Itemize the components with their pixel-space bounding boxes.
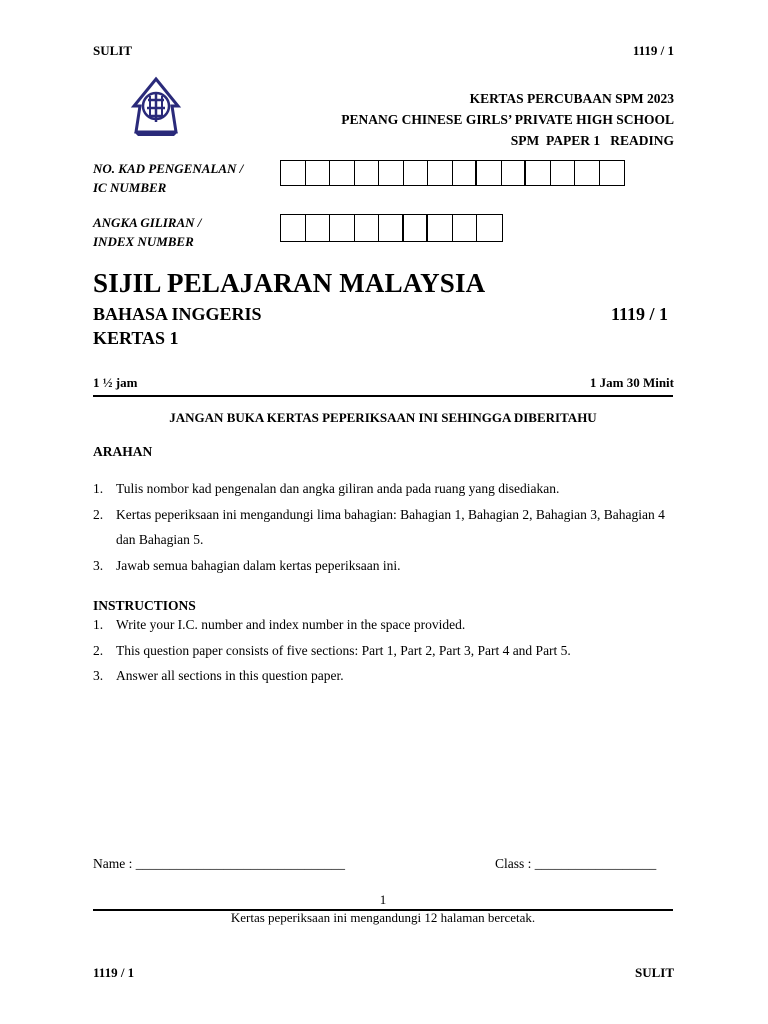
footer-sulit: SULIT [634,965,674,980]
subject-code: 1119 / 1 [610,304,668,324]
school-logo-icon [128,76,184,138]
instructions-heading: INSTRUCTIONS [93,598,196,613]
index-box[interactable] [453,215,478,241]
ic-box[interactable] [600,161,625,185]
duration-short: 1 ½ jam [93,375,138,390]
ic-box[interactable] [526,161,551,185]
ic-box[interactable] [477,161,502,185]
page-count-note: Kertas peperiksaan ini mengandungi 12 halaman bercetak. [230,910,536,925]
list-item: 3. Jawab semua bahagian dalam kertas peperiksaan ini. [93,557,401,573]
paper-number: KERTAS 1 [93,328,179,348]
ic-box[interactable] [281,161,306,185]
index-box[interactable] [477,215,502,241]
header-paper-code: 1119 / 1 [632,43,674,58]
ic-box[interactable] [502,161,527,185]
instructions-list [93,612,678,689]
ic-box[interactable] [428,161,453,185]
divider-rule [93,395,673,397]
index-box[interactable] [404,215,429,241]
exam-session: KERTAS PERCUBAAN SPM 2023 [469,91,674,106]
ic-number-boxes[interactable] [280,160,625,186]
index-number-label: ANGKA GILIRAN / INDEX NUMBER [93,215,202,249]
ic-number-label: NO. KAD PENGENALAN / IC NUMBER [93,161,244,195]
school-info [341,88,674,151]
duration-long: 1 Jam 30 Minit [589,375,674,390]
ic-box[interactable] [404,161,429,185]
subject-name: BAHASA INGGERIS [93,304,262,324]
exam-title: SIJIL PELAJARAN MALAYSIA [93,268,486,298]
ic-box[interactable] [379,161,404,185]
ic-box[interactable] [551,161,576,185]
page-number: 1 [379,892,387,907]
index-box[interactable] [306,215,331,241]
index-box[interactable] [330,215,355,241]
list-item: 2. This question paper consists of five sections: Part 1, Part 2, Part 3, Part 4 and Part 5. [93,642,571,658]
index-number-boxes[interactable] [280,214,503,242]
footer-paper-code: 1119 / 1 [93,965,135,980]
ic-box[interactable] [575,161,600,185]
index-box[interactable] [355,215,380,241]
list-item: 1. Tulis nombor kad pengenalan dan angka giliran anda pada ruang yang disediakan. [93,481,560,496]
ic-box[interactable] [355,161,380,185]
do-not-open-warning: JANGAN BUKA KERTAS PEPERIKSAAN INI SEHINGGA DIBERITAHU [169,410,597,425]
arahan-heading: ARAHAN [93,444,153,459]
list-item: 2. Kertas peperiksaan ini mengandungi lima bahagian: Bahagian 1, Bahagian 2, Bahagian 3, Bahagian 4 dan Bahagian 5. [93,506,665,547]
school-name: PENANG CHINESE GIRLS’ PRIVATE HIGH SCHOOL [341,112,674,127]
paper-description: SPM PAPER 1 READING [510,133,674,148]
header-sulit: SULIT [93,43,133,58]
ic-box[interactable] [330,161,355,185]
list-item: 3. Answer all sections in this question paper. [93,668,344,683]
index-box[interactable] [281,215,306,241]
ic-box[interactable] [306,161,331,185]
arahan-list [93,476,678,578]
index-box[interactable] [379,215,404,241]
name-field[interactable]: Name : _______________________________ [93,856,345,871]
list-item: 1. Write your I.C. number and index number in the space provided. [93,617,466,632]
index-box[interactable] [428,215,453,241]
ic-box[interactable] [453,161,478,185]
class-field[interactable]: Class : __________________ [495,856,657,871]
